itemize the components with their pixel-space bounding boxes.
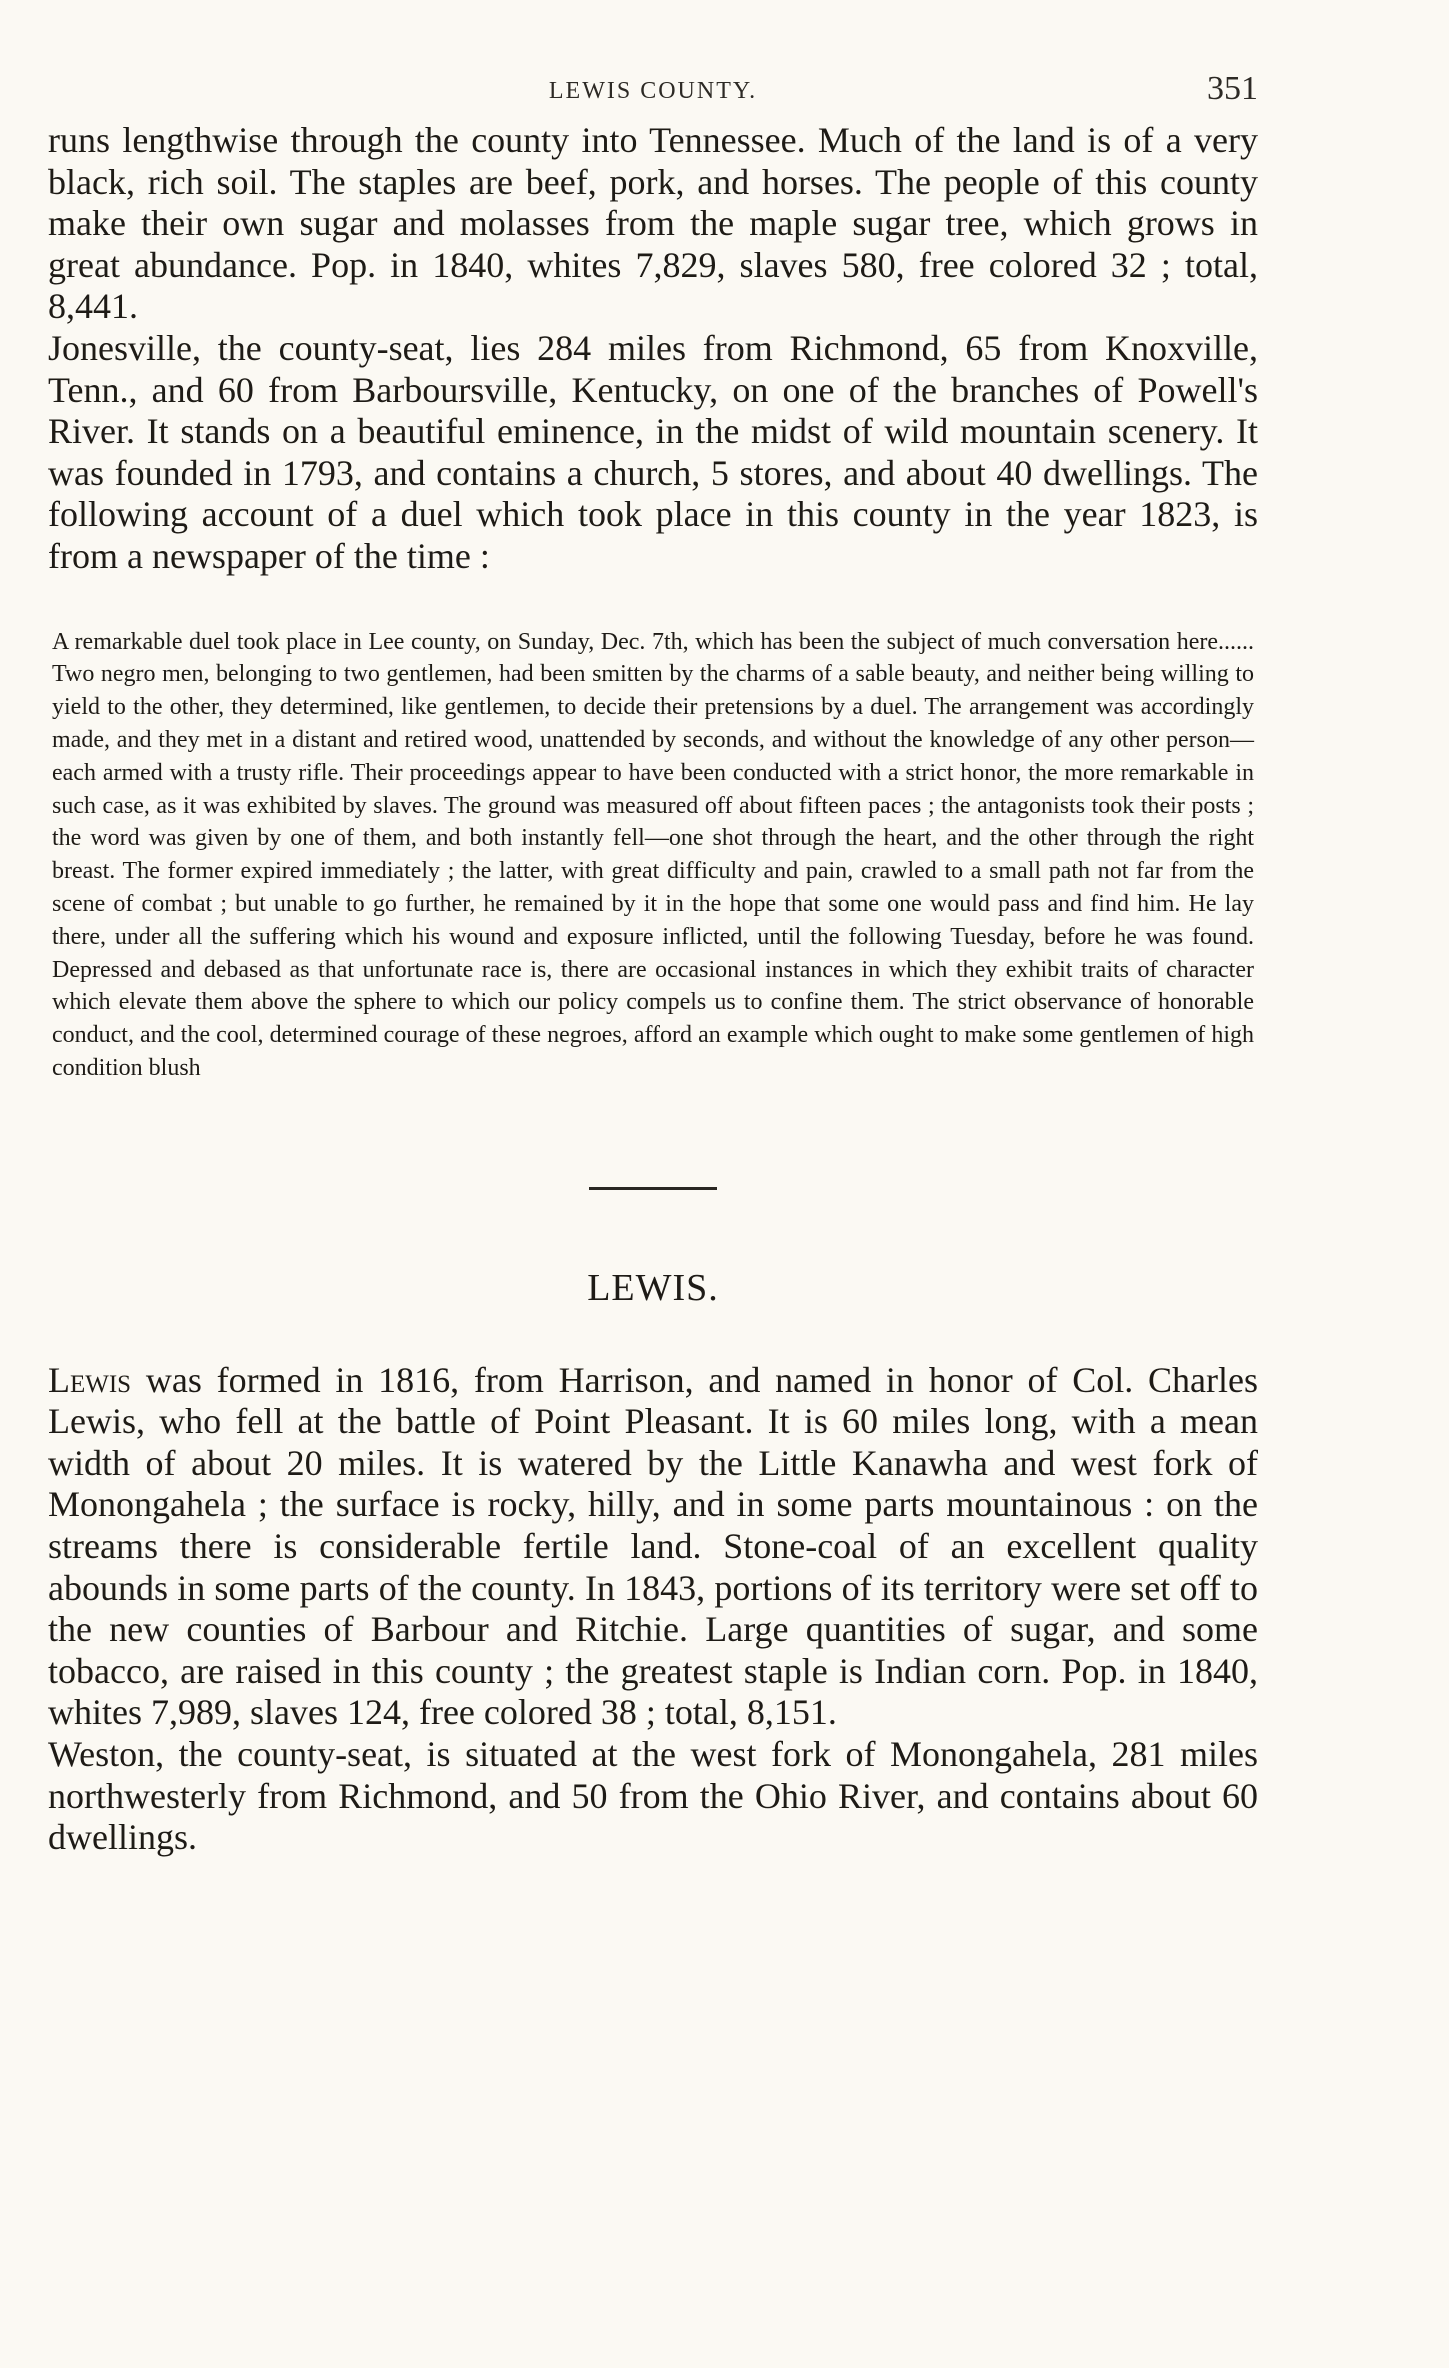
lee-paragraph-2: Jonesville, the county-seat, lies 284 miles from Richmond, 65 from Knoxville, Tenn., and 60 from Barboursville, Kentucky, on one of the branches of Powell's River. It stands on a beautiful eminence, in the midst of wild mountain scenery. It was founded in 1793, and contains a church, 5 stores, and about 40 dwellings. The following account of a duel which took place in this county in the year 1823, is from a newspaper of the time : — [48, 327, 1258, 576]
section-title-lewis: LEWIS. — [587, 1266, 719, 1309]
page-number: 351 — [1207, 70, 1258, 107]
book-page — [48, 60, 1258, 1859]
lewis-paragraph-2: Weston, the county-seat, is situated at the west fork of Monongahela, 281 miles northwesterly from Richmond, and 50 from the Ohio River, and contains about 60 dwellings. — [48, 1734, 1258, 1858]
running-head: LEWIS COUNTY. — [548, 78, 758, 104]
lewis-paragraph-1-text: was formed in 1816, from Harrison, and named in honor of Col. Charles Lewis, who fell at the battle of Point Pleasant. It is 60 miles long, with a mean width of about 20 miles. It is watered by the Little Kanawha and west fork of Monongahela ; the surface is rocky, hilly, and in some parts mountainous : on the streams there is considerable fertile land. Stone-coal of an excellent quality abounds in some parts of the county. In 1843, portions of its territory were set off to the new counties of Barbour and Ritchie. Large quantities of sugar, and some tobacco, are raised in this county ; the greatest staple is Indian corn. Pop. in 1840, whites 7,989, slaves 124, free colored 38 ; total, 8,151. — [48, 1359, 1258, 1733]
lee-paragraph-1: runs lengthwise through the county into Tennessee. Much of the land is of a very black, rich soil. The staples are beef, pork, and horses. The people of this county make their own sugar and molasses from the maple sugar tree, which grows in great abundance. Pop. in 1840, whites 7,829, slaves 580, free colored 32 ; total, 8,441. — [48, 120, 1258, 327]
section-divider — [589, 1187, 717, 1190]
page-header — [48, 60, 1258, 120]
lewis-paragraph-1 — [48, 1360, 1258, 1734]
lewis-lead-word: Lewis — [48, 1359, 132, 1400]
duel-quotation: A remarkable duel took place in Lee county, on Sunday, Dec. 7th, which has been the subject of much conversation here...... Two negro men, belonging to two gentlemen, had been smitten by the charms of a sable beauty, and neither being willing to yield to the other, they determined, like gentlemen, to decide their pretensions by a duel. The arrangement was accordingly made, and they met in a distant and retired wood, unattended by seconds, and without the knowledge of any other person—each armed with a trusty rifle. Their proceedings appear to have been conducted with a strict honor, the more remarkable in such case, as it was exhibited by slaves. The ground was measured off about fifteen paces ; the antagonists took their posts ; the word was given by one of them, and both instantly fell—one shot through the heart, and the other through the right breast. The former expired immediately ; the latter, with great difficulty and pain, crawled to a small path not far from the scene of combat ; but unable to go further, he remained by it in the hope that some one would pass and find him. He lay there, under all the suffering which his wound and exposure inflicted, until the following Tuesday, before he was found. Depressed and debased as that unfortunate race is, there are occasional instances in which they exhibit traits of character which elevate them above the sphere to which our policy compels us to confine them. The strict observance of honorable conduct, and the cool, determined courage of these negroes, afford an example which ought to make some gentlemen of high condition blush — [52, 628, 1254, 1081]
